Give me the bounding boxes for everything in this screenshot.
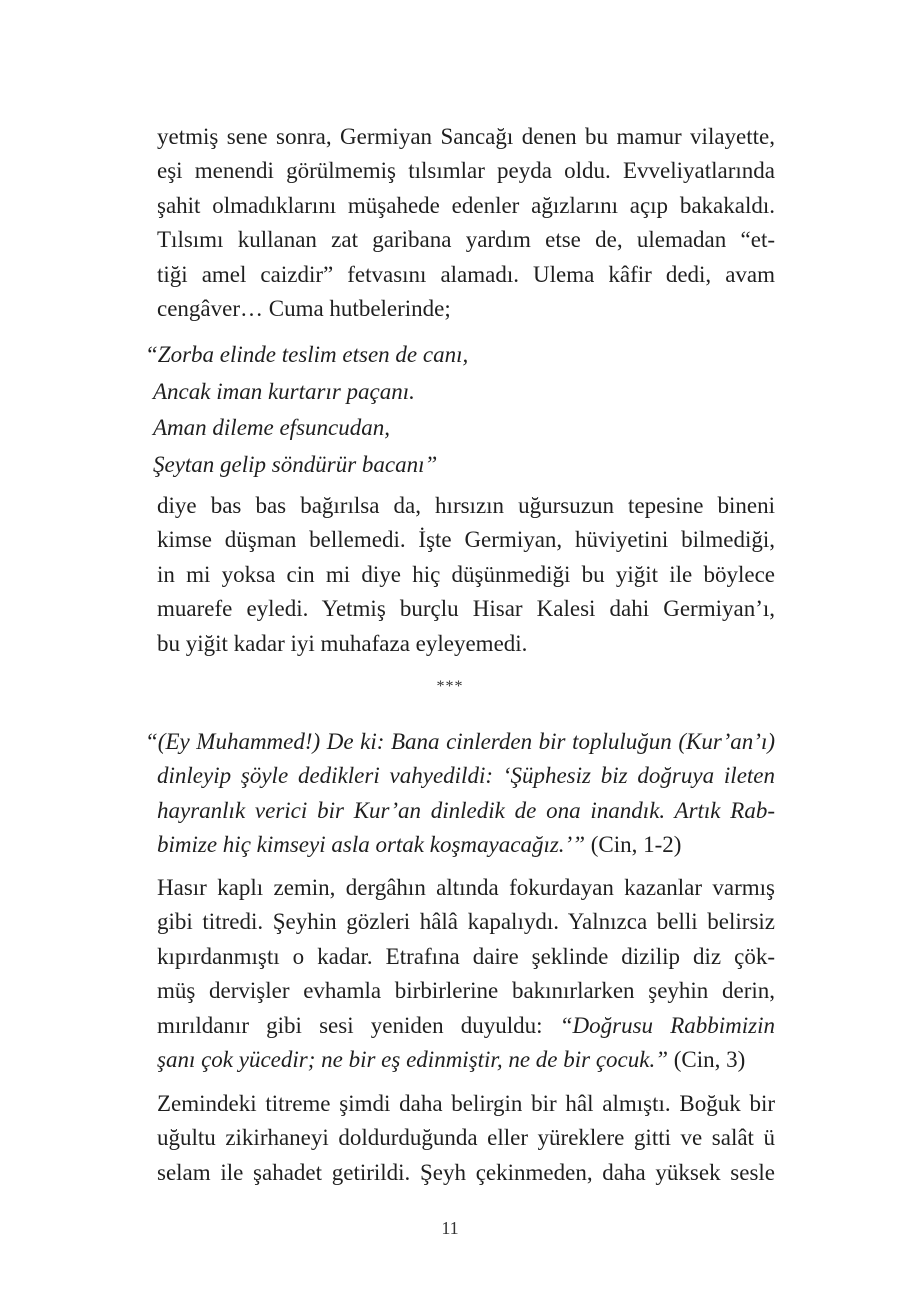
text-line bbox=[157, 1009, 775, 1043]
quote-text: bimize hiç kimseyi asla ortak koşmayacağız.’” bbox=[157, 832, 585, 858]
quote-segment: “Doğrusu Rabbimizin bbox=[559, 1012, 775, 1038]
text-segment: mırıldanır gibi sesi yeniden duyuldu: bbox=[157, 1012, 560, 1038]
poem-quote bbox=[145, 337, 785, 483]
verse-citation: (Cin, 1-2) bbox=[584, 832, 682, 858]
text-line: Hasır kaplı zemin, dergâhın altında fokurdayan kazanlar varmış bbox=[157, 875, 775, 900]
text-line: bu yiğit kadar iyi muhafaza eyleyemedi. bbox=[157, 630, 528, 656]
text-line: diye bas bas bağırılsa da, hırsızın uğursuzun tepesine bineni bbox=[157, 493, 775, 518]
text-line: şahit olmadıklarını müşahede edenler ağızlarını açıp bakakaldı. bbox=[157, 192, 775, 218]
text-line: uğultu zikirhaneyi doldurduğunda eller yüreklere gitti ve salât ü bbox=[157, 1125, 775, 1151]
text-line: yetmiş sene sonra, Germiyan Sancağı denen bu mamur vilayette, bbox=[157, 124, 775, 149]
text-line: kıpırdanmıştı o kadar. Etrafına daire şeklinde dizilip diz çök- bbox=[157, 943, 775, 969]
paragraph-1 bbox=[157, 120, 775, 326]
poem-line: Aman dileme efsuncudan, bbox=[153, 415, 390, 440]
quote-line-last bbox=[145, 828, 775, 862]
quote-segment: şanı çok yücedir; ne bir eş edinmiştir, ne de bir çocuk.” bbox=[157, 1047, 668, 1073]
quote-line: “(Ey Muhammed!) De ki: Bana cinlerden bir topluluğun (Kur’an’ı) bbox=[145, 729, 775, 754]
text-line: gibi titredi. Şeyhin gözleri hâlâ kapalıydı. Yalnızca belli belirsiz bbox=[157, 909, 775, 935]
paragraph-4 bbox=[157, 1087, 775, 1190]
text-line: müş dervişler evhamla birbirlerine bakınırlarken şeyhin derin, bbox=[157, 978, 775, 1004]
poem-line: Ancak iman kurtarır paçanı. bbox=[153, 378, 415, 404]
poem-line: Şeytan gelip söndürür bacanı” bbox=[153, 451, 438, 477]
text-line: muarefe eyledi. Yetmiş burçlu Hisar Kalesi dahi Germiyan’ı, bbox=[157, 596, 775, 622]
quote-line: hayranlık verici bir Kur’an dinledik de ona inandık. Artık Rab- bbox=[157, 797, 775, 823]
text-line: cengâver… Cuma hutbelerinde; bbox=[157, 296, 451, 322]
text-line: Tılsımı kullanan zat garibana yardım etse de, ulemadan “et- bbox=[157, 227, 775, 253]
text-line: kimse düşman bellemedi. İşte Germiyan, hüviyetini bilmediği, bbox=[157, 527, 775, 553]
paragraph-2 bbox=[157, 489, 775, 661]
text-line: tiği amel caizdir” fetvasını alamadı. Ulema kâfir dedi, avam bbox=[157, 261, 775, 287]
text-line: selam ile şahadet getirildi. Şeyh çekinmeden, daha yüksek sesle bbox=[157, 1159, 775, 1185]
text-line: eşi menendi görülmemiş tılsımlar peyda oldu. Evveliyatlarında bbox=[157, 158, 775, 184]
page-number: 11 bbox=[441, 1218, 459, 1238]
text-line bbox=[157, 1043, 775, 1077]
quote-line: dinleyip şöyle dedikleri vahyedildi: ‘Şüphesiz biz doğruya ileten bbox=[157, 763, 775, 789]
verse-quote bbox=[145, 725, 775, 863]
text-line: in mi yoksa cin mi diye hiç düşünmediği bu yiğit ile böylece bbox=[157, 561, 775, 587]
verse-citation: (Cin, 3) bbox=[668, 1047, 746, 1073]
text-line: Zemindeki titreme şimdi daha belirgin bir hâl almıştı. Boğuk bir bbox=[157, 1091, 775, 1116]
paragraph-3 bbox=[157, 871, 775, 1077]
section-separator: *** bbox=[436, 678, 464, 695]
poem-line: “Zorba elinde teslim etsen de canı, bbox=[145, 342, 469, 367]
